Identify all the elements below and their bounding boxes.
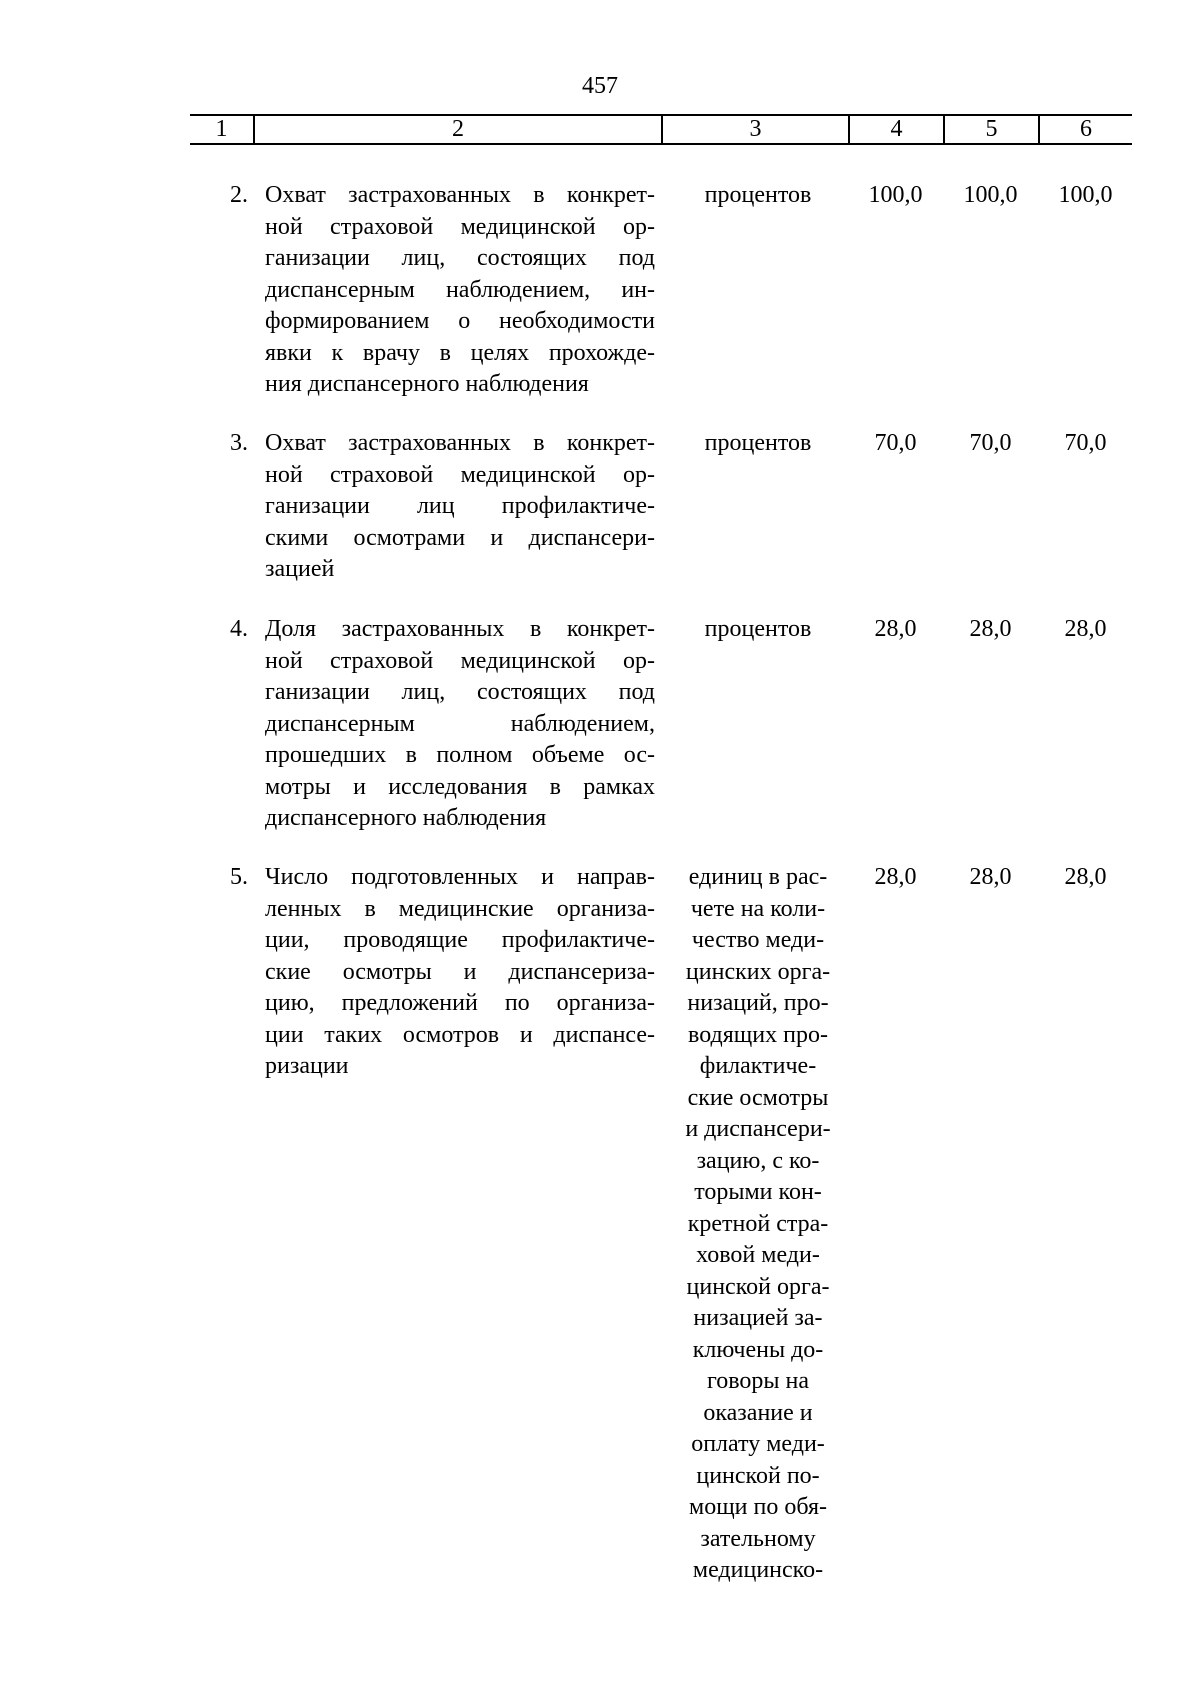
- unit-line: медицинско-: [692, 1557, 824, 1583]
- row-value-col5: 100,0: [963, 182, 1018, 208]
- row-description: [265, 614, 655, 835]
- row-value-col4: 70,0: [874, 430, 917, 456]
- unit-line: цинской по-: [696, 1462, 820, 1489]
- description-line: формированием о необходимости: [265, 308, 655, 334]
- description-line: Охват застрахованных в конкрет-: [265, 430, 655, 456]
- header-cell-1: 1: [215, 116, 228, 142]
- description-line: ной страховой медицинской ор-: [265, 647, 655, 674]
- description-line: Число подготовленных и направ-: [265, 864, 655, 890]
- unit-line: процентов: [704, 616, 812, 642]
- unit-line: цинских орга-: [685, 958, 831, 985]
- header-cell-2: 2: [253, 116, 661, 143]
- row-value-col6: 28,0: [1064, 616, 1107, 642]
- unit-line: торыми кон-: [694, 1179, 822, 1205]
- header-cell-5: 5: [943, 116, 1038, 143]
- unit-line: зательному: [700, 1525, 816, 1552]
- row-value-col6: 70,0: [1064, 430, 1107, 456]
- row-number: 2.: [230, 182, 248, 208]
- unit-line: оказание и: [703, 1399, 813, 1426]
- row-unit: [668, 428, 848, 460]
- row-unit: [668, 862, 848, 1587]
- row-value-col4: 100,0: [868, 182, 923, 208]
- unit-line: говоры на: [706, 1368, 810, 1394]
- row-unit: [668, 614, 848, 646]
- description-line: Доля застрахованных в конкрет-: [265, 616, 655, 642]
- unit-line: зацию, с ко-: [696, 1147, 820, 1174]
- row-description: [265, 428, 655, 586]
- unit-line: цинской орга-: [686, 1273, 830, 1300]
- row-value-col6: 100,0: [1058, 182, 1113, 208]
- unit-line: мощи по обя-: [689, 1494, 827, 1520]
- row-number: 3.: [230, 430, 248, 456]
- page-number: 457: [582, 73, 618, 99]
- description-line: прошедших в полном объеме ос-: [265, 742, 655, 768]
- unit-line: оплату меди-: [691, 1431, 825, 1457]
- description-line: ганизации лиц профилактиче-: [265, 493, 655, 519]
- header-cell-6: 6: [1038, 116, 1132, 143]
- description-line: ции таких осмотров и диспансе-: [265, 1021, 655, 1048]
- unit-line: ключены до-: [692, 1336, 824, 1363]
- unit-line: водящих про-: [688, 1021, 828, 1048]
- row-value-col4: 28,0: [874, 616, 917, 642]
- description-line: скими осмотрами и диспансери-: [265, 524, 655, 551]
- header-cell-4: 4: [848, 116, 943, 143]
- unit-line: чество меди-: [691, 927, 825, 953]
- description-line: диспансерного наблюдения: [265, 805, 547, 831]
- description-line: ции, проводящие профилактиче-: [265, 927, 655, 953]
- description-line: цию, предложений по организа-: [265, 990, 655, 1016]
- description-line: ной страховой медицинской ор-: [265, 213, 655, 240]
- row-unit: [668, 180, 848, 212]
- description-line: диспансерным наблюдением,: [265, 710, 655, 737]
- unit-line: кретной стра-: [687, 1210, 829, 1237]
- description-line: явки к врачу в целях прохожде-: [265, 339, 655, 366]
- description-line: зацией: [265, 556, 335, 582]
- header-cell-3: 3: [661, 116, 848, 143]
- unit-line: филактиче-: [699, 1053, 817, 1079]
- unit-line: и диспансери-: [685, 1116, 831, 1142]
- table-header: [190, 114, 1132, 145]
- description-line: Охват застрахованных в конкрет-: [265, 182, 655, 208]
- row-value-col4: 28,0: [874, 864, 917, 890]
- unit-line: ховой меди-: [696, 1242, 820, 1268]
- row-value-col5: 70,0: [969, 430, 1012, 456]
- row-description: [265, 862, 655, 1083]
- row-description: [265, 180, 655, 401]
- unit-line: единиц в рас-: [688, 864, 828, 890]
- row-value-col6: 28,0: [1064, 864, 1107, 890]
- row-value-col5: 28,0: [969, 864, 1012, 890]
- description-line: мотры и исследования в рамках: [265, 773, 655, 800]
- description-line: диспансерным наблюдением, ин-: [265, 276, 655, 303]
- unit-line: чете на коли-: [690, 895, 826, 922]
- description-line: ленных в медицинские организа-: [265, 895, 655, 922]
- description-line: ганизации лиц, состоящих под: [265, 679, 655, 705]
- unit-line: низаций, про-: [687, 990, 829, 1016]
- description-line: ские осмотры и диспансериза-: [265, 958, 655, 985]
- unit-line: ские осмотры: [687, 1084, 829, 1111]
- unit-line: процентов: [704, 182, 812, 208]
- row-value-col5: 28,0: [969, 616, 1012, 642]
- row-number: 5.: [230, 864, 248, 890]
- row-number: 4.: [230, 616, 248, 642]
- description-line: ной страховой медицинской ор-: [265, 461, 655, 488]
- unit-line: процентов: [704, 430, 812, 456]
- description-line: ния диспансерного наблюдения: [265, 371, 589, 397]
- description-line: ризации: [265, 1053, 349, 1079]
- unit-line: низацией за-: [693, 1305, 823, 1331]
- description-line: ганизации лиц, состоящих под: [265, 245, 655, 271]
